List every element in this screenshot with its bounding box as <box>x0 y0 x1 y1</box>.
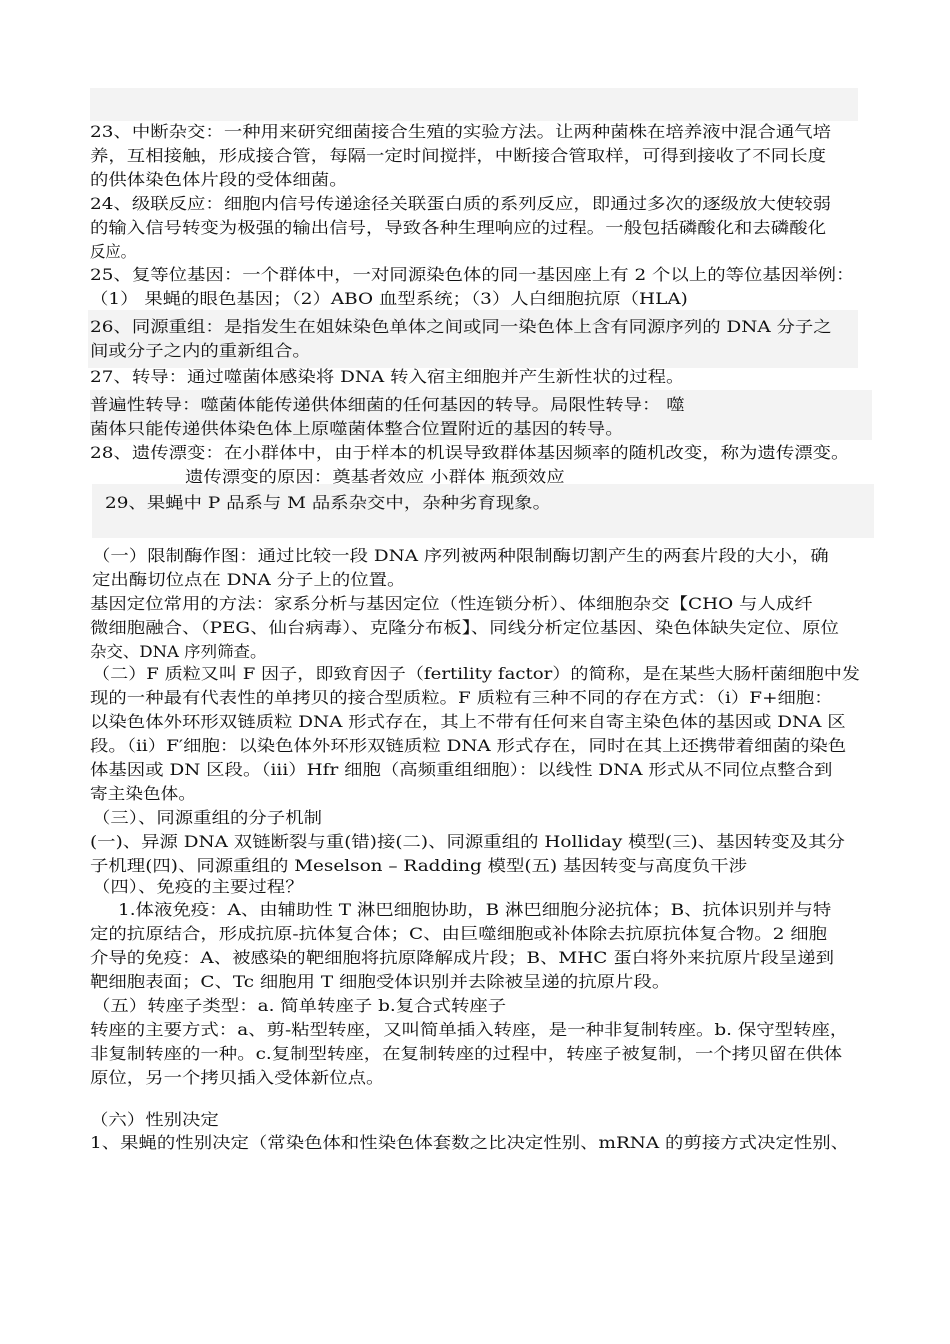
text-line-5: 的输入信号转变为极强的输出信号，导致各种生理响应的过程。一般包括磷酸化和去磷酸化 <box>90 218 827 237</box>
text-line-21: 杂交、DNA 序列筛查。 <box>90 642 267 661</box>
text-line-30: 子机理(四)、同源重组的 Meselson – Radding 模型(五) 基因转变与高度负干涉 <box>90 856 748 875</box>
text-line-10: 间或分子之内的重新组合。 <box>90 341 311 360</box>
text-line-32: 1.体液免疫：A、由辅助性 T 淋巴细胞协助，B 淋巴细胞分泌抗体；B、抗体识别并与特 <box>118 900 832 919</box>
text-line-27: 寄主染色体。 <box>90 784 197 803</box>
text-line-31: （四）、免疫的主要过程？ <box>92 877 304 896</box>
text-line-4: 24、级联反应：细胞内信号传递途径关联蛋白质的系列反应，即通过多次的逐级放大使较弱 <box>90 194 832 213</box>
text-line-41: 1、果蝇的性别决定（常染色体和性染色体套数之比决定性别、mRNA 的剪接方式决定性别、 <box>90 1133 850 1152</box>
text-line-19: 基因定位常用的方法：家系分析与基因定位（性连锁分析）、体细胞杂交【CHO 与人成纤 <box>90 594 813 613</box>
text-line-8: （1） 果蝇的眼色基因；（2）ABO 血型系统；（3）人白细胞抗原（HLA) <box>90 289 688 308</box>
text-line-22: （二）F 质粒又叫 F 因子，即致育因子（fertility factor）的简称，是在某些大肠杆菌细胞中发 <box>92 664 860 683</box>
text-line-35: 靶细胞表面；C、Tc 细胞用 T 细胞受体识别并去除被呈递的抗原片段。 <box>90 972 671 991</box>
text-line-29: (一)、异源 DNA 双链断裂与重(错)接(二)、同源重组的 Holliday 模型(三)、基因转变及其分 <box>90 832 845 851</box>
text-line-11: 27、转导：通过噬菌体感染将 DNA 转入宿主细胞并产生新性状的过程。 <box>90 367 685 386</box>
text-line-12: 普遍性转导：噬菌体能传递供体细菌的任何基因的转导。局限性转导： 噬 <box>90 395 685 414</box>
text-line-9: 26、同源重组：是指发生在姐妹染色单体之间或同一染色体上含有同源序列的 DNA 分子之 <box>90 317 832 336</box>
shaded-block-top <box>90 88 858 121</box>
text-line-14: 28、遗传漂变：在小群体中，由于样本的机误导致群体基因频率的随机改变，称为遗传漂变。 <box>90 443 850 462</box>
text-line-1: 23、中断杂交：一种用来研究细菌接合生殖的实验方法。让两种菌株在培养液中混合通气培 <box>90 122 832 141</box>
text-line-18: 定出酶切位点在 DNA 分子上的位置。 <box>92 570 406 589</box>
text-line-33: 定的抗原结合，形成抗原-抗体复合体；C、由巨噬细胞或补体除去抗原抗体复合物。2 细胞 <box>90 924 828 943</box>
text-line-7: 25、复等位基因：一个群体中，一对同源染色体的同一基因座上有 2 个以上的等位基因举例： <box>90 265 855 284</box>
text-line-37: 转座的主要方式：a、剪-粘型转座，又叫简单插入转座，是一种非复制转座。b. 保守型转座， <box>90 1020 849 1039</box>
text-line-24: 以染色体外环形双链质粒 DNA 形式存在，其上不带有任何来自寄主染色体的基因或 DNA 区 <box>90 712 846 731</box>
text-line-2: 养，互相接触，形成接合管，每隔一定时间搅拌，中断接合管取样，可得到接收了不同长度 <box>90 146 827 165</box>
text-line-23: 现的一种最有代表性的单拷贝的接合型质粒。F 质粒有三种不同的存在方式：（i）F+细胞： <box>90 688 833 707</box>
text-line-16: 29、果蝇中 P 品系与 M 品系杂交中，杂种劣育现象。 <box>105 493 552 512</box>
text-line-6: 反应。 <box>90 242 137 261</box>
text-line-34: 介导的免疫：A、被感染的靶细胞将抗原降解成片段；B、MHC 蛋白将外来抗原片段呈递到 <box>90 948 835 967</box>
text-line-36: （五）转座子类型：a. 简单转座子 b.复合式转座子 <box>92 996 507 1015</box>
text-line-15: 遗传漂变的原因：奠基者效应 小群体 瓶颈效应 <box>185 467 565 486</box>
text-line-17: （一）限制酶作图：通过比较一段 DNA 序列被两种限制酶切割产生的两套片段的大小，确 <box>92 546 829 565</box>
text-line-13: 菌体只能传递供体染色体上原噬菌体整合位置附近的基因的转导。 <box>90 419 624 438</box>
text-line-25: 段。（ii）F′细胞：以染色体外环形双链质粒 DNA 形式存在，同时在其上还携带着细菌的染色 <box>90 736 847 755</box>
text-line-20: 微细胞融合、（PEG、仙台病毒）、克隆分布板】、同线分析定位基因、染色体缺失定位、原位 <box>90 618 839 637</box>
text-line-28: （三）、同源重组的分子机制 <box>92 808 323 827</box>
text-line-3: 的供体染色体片段的受体细菌。 <box>90 170 348 189</box>
text-line-39: 原位，另一个拷贝插入受体新位点。 <box>90 1068 385 1087</box>
text-line-40: （六）性别决定 <box>90 1110 219 1129</box>
text-line-38: 非复制转座的一种。c.复制型转座，在复制转座的过程中，转座子被复制，一个拷贝留在供体 <box>90 1044 843 1063</box>
text-line-26: 体基因或 DN 区段。（iii）Hfr 细胞（高频重组细胞）：以线性 DNA 形式从不同位点整合到 <box>90 760 833 779</box>
